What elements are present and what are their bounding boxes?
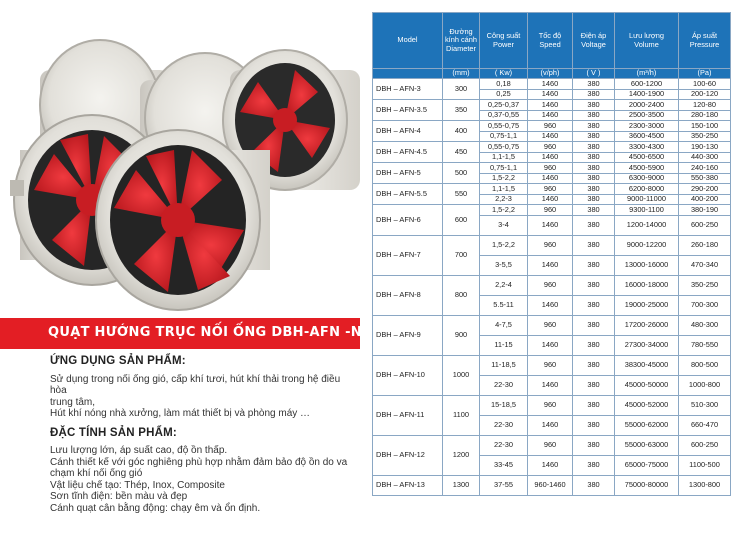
diameter-cell: 350	[443, 100, 480, 121]
volume-cell: 45000-50000	[615, 375, 679, 395]
table-row	[373, 355, 731, 375]
power-cell: 11-15	[480, 335, 528, 355]
pressure-cell: 260-180	[679, 235, 731, 255]
pressure-cell: 480-300	[679, 315, 731, 335]
volume-cell: 6300-9000	[615, 173, 679, 184]
power-cell: 2,2-3	[480, 194, 528, 205]
table-row	[373, 315, 731, 335]
volume-cell: 65000-75000	[615, 455, 679, 475]
pressure-cell: 700-300	[679, 295, 731, 315]
speed-cell: 1460	[528, 415, 573, 435]
title-bar	[0, 318, 374, 349]
speed-cell: 1460	[528, 335, 573, 355]
pressure-cell: 240-160	[679, 163, 731, 174]
volume-cell: 9000-12200	[615, 235, 679, 255]
pressure-cell: 380-190	[679, 205, 731, 216]
diameter-cell: 300	[443, 79, 480, 100]
diameter-cell: 500	[443, 163, 480, 184]
description-panel	[0, 318, 374, 541]
pressure-cell: 400-200	[679, 194, 731, 205]
feature-line: Cánh quạt cân bằng động: chạy êm và ổn định.	[50, 502, 261, 514]
model-cell: DBH – AFN-4.5	[373, 142, 443, 163]
power-cell: 22-30	[480, 415, 528, 435]
feature-line: Sơn tĩnh điện: bền màu và đẹp	[50, 491, 188, 502]
power-cell: 5.5-11	[480, 295, 528, 315]
volume-cell: 600-1200	[615, 79, 679, 90]
power-cell: 2,2-4	[480, 275, 528, 295]
power-cell: 3-5,5	[480, 255, 528, 275]
diameter-cell: 550	[443, 184, 480, 205]
unit-cell	[373, 69, 443, 79]
diameter-cell: 900	[443, 315, 480, 355]
speed-cell: 960	[528, 355, 573, 375]
table-row	[373, 475, 731, 495]
model-cell: DBH – AFN-7	[373, 235, 443, 275]
volume-cell: 1200-14000	[615, 215, 679, 235]
diameter-cell: 1100	[443, 395, 480, 435]
fan-product-image	[0, 0, 368, 318]
table-row	[373, 163, 731, 174]
pressure-cell: 280-180	[679, 110, 731, 121]
application-line: Hút khí nóng nhà xưởng, làm mát thiết bị và phòng máy …	[50, 408, 311, 419]
volume-cell: 19000-25000	[615, 295, 679, 315]
volume-cell: 27300-34000	[615, 335, 679, 355]
header-power: Công suất Power	[480, 13, 528, 69]
power-cell: 37-55	[480, 475, 528, 495]
model-cell: DBH – AFN-8	[373, 275, 443, 315]
power-cell: 1,5-2,2	[480, 235, 528, 255]
speed-cell: 960	[528, 205, 573, 216]
voltage-cell: 380	[573, 121, 615, 132]
speed-cell: 960	[528, 235, 573, 255]
table-row	[373, 435, 731, 455]
voltage-cell: 380	[573, 131, 615, 142]
application-line: Sử dụng trong nối ống gió, cấp khí tươi, hút khí thải trong hệ điều hòa	[50, 373, 341, 396]
header-voltage: Điện áp Voltage	[573, 13, 615, 69]
volume-cell: 2000-2400	[615, 100, 679, 111]
voltage-cell: 380	[573, 173, 615, 184]
header-pressure: Áp suất Pressure	[679, 13, 731, 69]
speed-cell: 960	[528, 184, 573, 195]
speed-cell: 960	[528, 395, 573, 415]
speed-cell: 960	[528, 435, 573, 455]
model-cell: DBH – AFN-13	[373, 475, 443, 495]
speed-cell: 960	[528, 142, 573, 153]
table-row	[373, 275, 731, 295]
power-cell: 3-4	[480, 215, 528, 235]
pressure-cell: 600-250	[679, 215, 731, 235]
volume-cell: 9000-11000	[615, 194, 679, 205]
voltage-cell: 380	[573, 110, 615, 121]
speed-cell: 1460	[528, 255, 573, 275]
volume-cell: 1400-1900	[615, 89, 679, 100]
table-row	[373, 142, 731, 153]
volume-cell: 16000-18000	[615, 275, 679, 295]
speed-cell: 960	[528, 275, 573, 295]
volume-cell: 45000-52000	[615, 395, 679, 415]
features-heading: ĐẶC TÍNH SẢN PHẨM:	[50, 426, 177, 439]
feature-line: Lưu lượng lớn, áp suất cao, độ ồn thấp.	[50, 445, 228, 456]
model-cell: DBH – AFN-5	[373, 163, 443, 184]
model-cell: DBH – AFN-5.5	[373, 184, 443, 205]
description-body	[50, 356, 355, 514]
volume-cell: 3300-4300	[615, 142, 679, 153]
unit-cell: (m³/h)	[615, 69, 679, 79]
voltage-cell: 380	[573, 205, 615, 216]
header-diameter: Đường kính cánh Diameter	[443, 13, 480, 69]
table-row	[373, 235, 731, 255]
unit-cell: ( V )	[573, 69, 615, 79]
pressure-cell: 1300-800	[679, 475, 731, 495]
power-cell: 1,1-1,5	[480, 152, 528, 163]
speed-cell: 1460	[528, 100, 573, 111]
volume-cell: 75000-80000	[615, 475, 679, 495]
model-cell: DBH – AFN-9	[373, 315, 443, 355]
pressure-cell: 800-500	[679, 355, 731, 375]
volume-cell: 13000-16000	[615, 255, 679, 275]
power-cell: 0,25	[480, 89, 528, 100]
power-cell: 1,5-2,2	[480, 205, 528, 216]
diameter-cell: 800	[443, 275, 480, 315]
volume-cell: 2300-3000	[615, 121, 679, 132]
voltage-cell: 380	[573, 79, 615, 90]
pressure-cell: 350-250	[679, 275, 731, 295]
table-row	[373, 100, 731, 111]
volume-cell: 55000-63000	[615, 435, 679, 455]
power-cell: 0,75-1,1	[480, 131, 528, 142]
speed-cell: 960	[528, 121, 573, 132]
table-body	[373, 79, 731, 496]
diameter-cell: 1200	[443, 435, 480, 475]
diameter-cell: 600	[443, 205, 480, 236]
header-speed: Tốc độ Speed	[528, 13, 573, 69]
speed-cell: 1460	[528, 173, 573, 184]
diameter-cell: 400	[443, 121, 480, 142]
power-cell: 1,1-1,5	[480, 184, 528, 195]
unit-cell: (mm)	[443, 69, 480, 79]
voltage-cell: 380	[573, 235, 615, 255]
pressure-cell: 1100-500	[679, 455, 731, 475]
voltage-cell: 380	[573, 335, 615, 355]
voltage-cell: 380	[573, 275, 615, 295]
voltage-cell: 380	[573, 142, 615, 153]
axial-fans-illustration	[0, 0, 368, 318]
pressure-cell: 550-380	[679, 173, 731, 184]
feature-line: Cánh thiết kế với góc nghiêng phù hợp nhằm đảm bảo độ ồn do va	[50, 456, 348, 468]
voltage-cell: 380	[573, 415, 615, 435]
voltage-cell: 380	[573, 375, 615, 395]
table-row	[373, 79, 731, 90]
voltage-cell: 380	[573, 100, 615, 111]
diameter-cell: 1000	[443, 355, 480, 395]
pressure-cell: 190-130	[679, 142, 731, 153]
voltage-cell: 380	[573, 455, 615, 475]
voltage-cell: 380	[573, 255, 615, 275]
pressure-cell: 350-250	[679, 131, 731, 142]
pressure-cell: 600-250	[679, 435, 731, 455]
voltage-cell: 380	[573, 184, 615, 195]
speed-cell: 1460	[528, 455, 573, 475]
voltage-cell: 380	[573, 315, 615, 335]
spec-table	[372, 12, 731, 496]
diameter-cell: 700	[443, 235, 480, 275]
table-units-row	[373, 69, 731, 79]
volume-cell: 4500-5900	[615, 163, 679, 174]
application-line: trung tâm,	[50, 396, 96, 408]
power-cell: 0,18	[480, 79, 528, 90]
volume-cell: 2500-3500	[615, 110, 679, 121]
power-cell: 4-7,5	[480, 315, 528, 335]
power-cell: 22-30	[480, 375, 528, 395]
pressure-cell: 660-470	[679, 415, 731, 435]
model-cell: DBH – AFN-10	[373, 355, 443, 395]
model-cell: DBH – AFN-6	[373, 205, 443, 236]
header-volume: Lưu lượng Volume	[615, 13, 679, 69]
model-cell: DBH – AFN-3.5	[373, 100, 443, 121]
volume-cell: 55000-62000	[615, 415, 679, 435]
volume-cell: 17200-26000	[615, 315, 679, 335]
speed-cell: 1460	[528, 89, 573, 100]
speed-cell: 1460	[528, 110, 573, 121]
voltage-cell: 380	[573, 435, 615, 455]
table-row	[373, 184, 731, 195]
table-header-row	[373, 13, 731, 69]
diameter-cell: 450	[443, 142, 480, 163]
model-cell: DBH – AFN-12	[373, 435, 443, 475]
volume-cell: 9300-1100	[615, 205, 679, 216]
voltage-cell: 380	[573, 355, 615, 375]
voltage-cell: 380	[573, 89, 615, 100]
voltage-cell: 380	[573, 215, 615, 235]
power-cell: 0,25-0,37	[480, 100, 528, 111]
pressure-cell: 470-340	[679, 255, 731, 275]
pressure-cell: 200-120	[679, 89, 731, 100]
application-heading: ỨNG DỤNG SẢN PHẨM:	[50, 355, 186, 367]
pressure-cell: 1000-800	[679, 375, 731, 395]
speed-cell: 960	[528, 163, 573, 174]
voltage-cell: 380	[573, 163, 615, 174]
feature-line: chạm khí nối ống gió	[50, 468, 143, 479]
pressure-cell: 290-200	[679, 184, 731, 195]
voltage-cell: 380	[573, 152, 615, 163]
unit-cell: ( Kw)	[480, 69, 528, 79]
speed-cell: 1460	[528, 295, 573, 315]
pressure-cell: 440-300	[679, 152, 731, 163]
power-cell: 0,55-0,75	[480, 121, 528, 132]
power-cell: 0,37-0,55	[480, 110, 528, 121]
feature-line: Vật liệu chế tạo: Thép, Inox, Composite	[50, 479, 225, 491]
speed-cell: 960-1460	[528, 475, 573, 495]
speed-cell: 1460	[528, 131, 573, 142]
volume-cell: 4500-6500	[615, 152, 679, 163]
voltage-cell: 380	[573, 475, 615, 495]
volume-cell: 38300-45000	[615, 355, 679, 375]
voltage-cell: 380	[573, 295, 615, 315]
table-row	[373, 395, 731, 415]
voltage-cell: 380	[573, 194, 615, 205]
pressure-cell: 510-300	[679, 395, 731, 415]
model-cell: DBH – AFN-3	[373, 79, 443, 100]
model-cell: DBH – AFN-4	[373, 121, 443, 142]
front-fan-right	[96, 130, 270, 310]
speed-cell: 1460	[528, 79, 573, 90]
power-cell: 11-18,5	[480, 355, 528, 375]
speed-cell: 1460	[528, 152, 573, 163]
speed-cell: 960	[528, 315, 573, 335]
product-title: QUẠT HƯỚNG TRỤC NỐI ỐNG DBH-AFN -NO	[48, 325, 374, 340]
speed-cell: 1460	[528, 375, 573, 395]
table-row	[373, 205, 731, 216]
unit-cell: (Pa)	[679, 69, 731, 79]
pressure-cell: 120-80	[679, 100, 731, 111]
power-cell: 15-18,5	[480, 395, 528, 415]
voltage-cell: 380	[573, 395, 615, 415]
power-cell: 33-45	[480, 455, 528, 475]
pressure-cell: 780-550	[679, 335, 731, 355]
volume-cell: 6200-8000	[615, 184, 679, 195]
header-model: Model	[373, 13, 443, 69]
pressure-cell: 150-100	[679, 121, 731, 132]
power-cell: 0,75-1,1	[480, 163, 528, 174]
speed-cell: 1460	[528, 194, 573, 205]
power-cell: 22-30	[480, 435, 528, 455]
diameter-cell: 1300	[443, 475, 480, 495]
power-cell: 0,55-0,75	[480, 142, 528, 153]
model-cell: DBH – AFN-11	[373, 395, 443, 435]
power-cell: 1,5-2,2	[480, 173, 528, 184]
speed-cell: 1460	[528, 215, 573, 235]
unit-cell: (v/ph)	[528, 69, 573, 79]
pressure-cell: 100-60	[679, 79, 731, 90]
table-row	[373, 121, 731, 132]
volume-cell: 3600-4500	[615, 131, 679, 142]
